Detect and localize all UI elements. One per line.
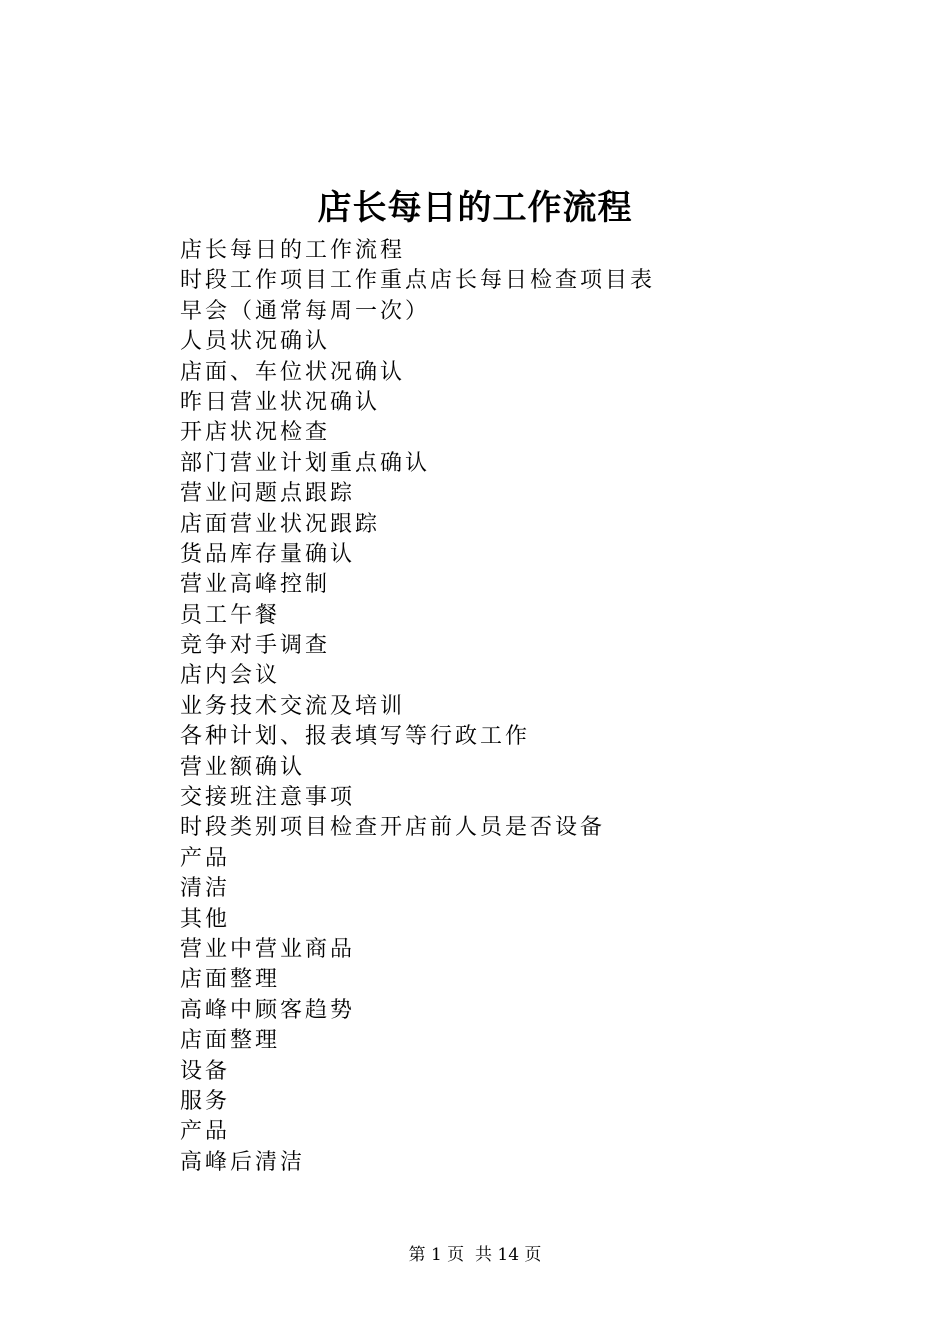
content-line: 店面整理 bbox=[180, 1028, 281, 1054]
content-line: 其他 bbox=[180, 906, 231, 932]
content-line: 店面、车位状况确认 bbox=[180, 359, 406, 385]
content-line: 高峰后清洁 bbox=[180, 1149, 306, 1175]
content-line: 部门营业计划重点确认 bbox=[180, 450, 431, 476]
content-line: 昨日营业状况确认 bbox=[180, 389, 381, 415]
content-line: 开店状况检查 bbox=[180, 420, 331, 446]
content-line: 店面整理 bbox=[180, 967, 281, 993]
content-line: 店长每日的工作流程 bbox=[180, 238, 406, 263]
content-line: 时段类别项目检查开店前人员是否设备 bbox=[180, 815, 606, 841]
content-line: 竞争对手调查 bbox=[180, 633, 331, 659]
content-line: 人员状况确认 bbox=[180, 329, 331, 355]
content-line: 营业额确认 bbox=[180, 754, 306, 780]
content-line: 店面营业状况跟踪 bbox=[180, 511, 381, 537]
content-line: 营业高峰控制 bbox=[180, 572, 331, 598]
content-line: 早会（通常每周一次） bbox=[180, 298, 431, 324]
content-line: 设备 bbox=[180, 1058, 231, 1084]
content-line: 员工午餐 bbox=[180, 602, 281, 628]
document-title: 店长每日的工作流程 bbox=[317, 188, 633, 228]
content-line: 业务技术交流及培训 bbox=[180, 693, 406, 719]
content-line: 店内会议 bbox=[180, 663, 281, 689]
content-line: 产品 bbox=[180, 1119, 231, 1145]
content-line: 时段工作项目工作重点店长每日检查项目表 bbox=[180, 268, 656, 294]
page-total: 共 14 页 bbox=[474, 1245, 542, 1265]
content-line: 交接班注意事项 bbox=[180, 785, 356, 811]
page-number: 第 1 页 bbox=[408, 1245, 465, 1265]
page-footer bbox=[0, 1243, 950, 1267]
content-line: 各种计划、报表填写等行政工作 bbox=[180, 724, 531, 750]
content-line: 高峰中顾客趋势 bbox=[180, 997, 356, 1023]
content-line: 产品 bbox=[180, 845, 231, 871]
content-line: 营业中营业商品 bbox=[180, 936, 356, 962]
content-lines bbox=[180, 236, 655, 1178]
content-line: 营业问题点跟踪 bbox=[180, 481, 356, 507]
content-line: 服务 bbox=[180, 1088, 231, 1114]
content-line: 清洁 bbox=[180, 876, 231, 902]
content-line: 货品库存量确认 bbox=[180, 541, 356, 567]
